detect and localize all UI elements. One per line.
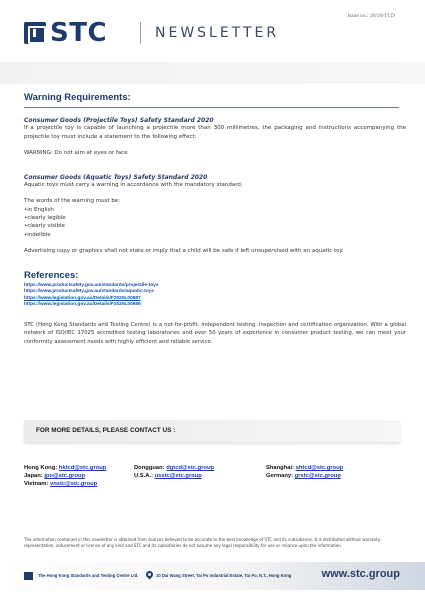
list-item: • clearly legible — [24, 214, 406, 222]
footer-address: 10 Dai Wang Street, Tai Po Industrial Estate, Tai Po, N.T., Hong Kong — [156, 573, 292, 578]
warning-bullet-list — [24, 206, 406, 240]
stc-logo-icon — [24, 22, 46, 44]
company-logo-icon — [24, 572, 33, 580]
email-link[interactable]: hktcd@stc.group — [58, 465, 107, 471]
contact-vietnam: Vietnam: vnstc@stc.group — [24, 481, 98, 487]
main-content — [24, 92, 406, 346]
contact-japan: Japan: jpo@stc.group — [24, 473, 86, 479]
contact-banner — [24, 420, 400, 442]
newsletter-title: NEWSLETTER — [155, 25, 280, 41]
aquatic-advertising: Advertising copy or graphics shall not state or imply that a child will be safe if left unsupervised with an aquatic toy. — [24, 248, 344, 255]
email-link[interactable]: vnstc@stc.group — [50, 481, 98, 487]
reference-link[interactable]: https://www.legislation.gov.au/Details/F2020L00687 — [24, 295, 141, 301]
heading-underline — [24, 107, 399, 108]
projectile-standard-title: Consumer Goods (Projectile Toys) Safety Standard 2020 — [24, 117, 214, 124]
contact-title: FOR MORE DETAILS, PLEASE CONTACT US : — [36, 427, 176, 434]
page-footer — [0, 562, 425, 590]
logo-text: STC — [50, 18, 108, 48]
location-pin-icon — [145, 570, 155, 580]
aquatic-body: Aquatic toys must carry a warning in accordance with the mandatory standard. — [24, 181, 243, 188]
email-link[interactable]: usstc@stc.group — [154, 473, 202, 479]
disclaimer: The information contained in this newsletter is obtained from sources believed to be accurate to the best knowledge of STC and its subsidiaries. It is distributed without warranty, representation, inducement or license of any kind and STC and its subsidiaries do not assume any legal responsibility for use or reliance upon the information. — [24, 537, 382, 548]
contact-usa: U.S.A.: usstc@stc.group — [134, 473, 202, 479]
list-item: • clearly visible — [24, 222, 406, 230]
projectile-statement: WARNING: Do not aim at eyes or face — [24, 150, 128, 156]
about-stc: STC (Hong Kong Standards and Testing Centre) is a not-for-profit, independent testing, inspection and certification organization. With a global network of ISO/IEC 17025 accredited testing laboratories and over 50 years of experience in consumer product testing, we can meet your conformity assessment needs with highly efficient and reliable service. — [24, 322, 406, 345]
footer-company: The Hong Kong Standards and Testing Centre Ltd. — [38, 573, 139, 578]
contact-hong-kong: Hong Kong: hktcd@stc.group — [24, 465, 107, 471]
aquatic-words-intro: The words of the warning must be: — [24, 198, 121, 204]
header-divider — [140, 22, 141, 44]
contact-shanghai: Shanghai: shtcd@stc.group — [266, 465, 344, 471]
email-link[interactable]: dgtcd@stc.group — [166, 465, 215, 471]
list-item: • in English — [24, 206, 406, 214]
list-item: • indelible — [24, 231, 406, 239]
reference-link[interactable]: https://www.productsafety.gov.au/standards/projectile-toys — [24, 282, 159, 288]
projectile-body: If a projectile toy is capable of launching a projectile more than 300 millimetres, the packaging and instructions accompanying the projectile toy must include a statement to the following effect: — [24, 125, 406, 140]
email-link[interactable]: jpo@stc.group — [44, 473, 86, 479]
reference-link[interactable]: https://www.productsafety.gov.au/standards/aquatic-toys — [24, 289, 154, 295]
contact-germany: Germany: grstc@stc.group — [266, 473, 341, 479]
header-band — [0, 62, 425, 84]
email-link[interactable]: grstc@stc.group — [294, 473, 341, 479]
email-link[interactable]: shtcd@stc.group — [295, 465, 344, 471]
website-link[interactable]: www.stc.group — [321, 568, 400, 580]
page-header — [0, 0, 425, 62]
issue-number: Issue no.: 20/20/TCD — [347, 13, 395, 19]
warning-heading: Warning Requirements: — [24, 92, 131, 103]
aquatic-standard-title: Consumer Goods (Aquatic Toys) Safety Standard 2020 — [24, 173, 208, 181]
references-heading: References: — [24, 269, 79, 281]
contact-dongguan: Dongguan: dgtcd@stc.group — [134, 465, 215, 471]
reference-link[interactable]: https://www.legislation.gov.au/Details/F2020L00686 — [24, 302, 141, 308]
